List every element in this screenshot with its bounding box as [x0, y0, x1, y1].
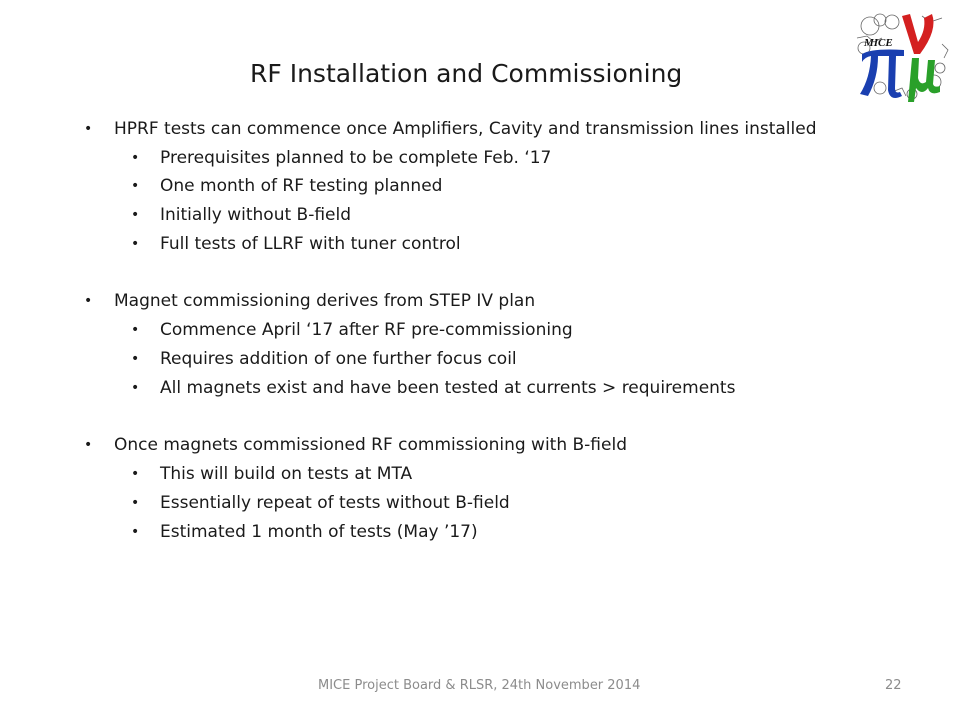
bullet-dot: • [84, 121, 93, 137]
sub-bullet-item [131, 520, 478, 544]
sub-bullet-item [131, 491, 510, 515]
bullet-dot: • [131, 150, 140, 166]
bullet-dot: • [131, 524, 140, 540]
slide-footer: MICE Project Board & RLSR, 24th November 2014 [318, 678, 641, 693]
sub-bullet-item [131, 232, 461, 256]
sub-bullet-text: All magnets exist and have been tested at currents > requirements [160, 378, 736, 398]
sub-bullet-text: Requires addition of one further focus coil [160, 349, 517, 369]
bullet-dot: • [131, 178, 140, 194]
sub-bullet-item [131, 203, 352, 227]
bullet-dot: • [131, 495, 140, 511]
bullet-dot: • [84, 293, 93, 309]
sub-bullet-text: Essentially repeat of tests without B-field [160, 493, 510, 513]
sub-bullet-item [131, 174, 443, 198]
bullet-dot: • [131, 466, 140, 482]
bullet-item [84, 289, 536, 313]
bullet-dot: • [131, 322, 140, 338]
sub-bullet-text: Full tests of LLRF with tuner control [160, 234, 461, 254]
bullet-dot: • [131, 380, 140, 396]
bullet-dot: • [131, 351, 140, 367]
bullet-dot: • [131, 236, 140, 252]
sub-bullet-item [131, 146, 552, 170]
mice-logo-text: MICE [864, 37, 893, 49]
page-number: 22 [885, 678, 902, 693]
pi-symbol-icon [860, 50, 904, 99]
sub-bullet-item [131, 347, 517, 371]
sub-bullet-text: One month of RF testing planned [160, 176, 443, 196]
nu-symbol-icon [902, 14, 934, 54]
mu-symbol-icon [908, 58, 940, 102]
sub-bullet-item [131, 376, 736, 400]
bullet-text: Once magnets commissioned RF commissioning with B-field [114, 435, 627, 455]
sub-bullet-text: Commence April ‘17 after RF pre-commissioning [160, 320, 573, 340]
bullet-text: HPRF tests can commence once Amplifiers, Cavity and transmission lines installed [114, 119, 817, 139]
sub-bullet-text: This will build on tests at MTA [160, 464, 413, 484]
sub-bullet-item [131, 462, 413, 486]
bullet-dot: • [84, 437, 93, 453]
slide-title: RF Installation and Commissioning [250, 59, 683, 88]
sub-bullet-item [131, 318, 573, 342]
sub-bullet-text: Prerequisites planned to be complete Feb. ‘17 [160, 148, 552, 168]
bullet-text: Magnet commissioning derives from STEP IV plan [114, 291, 536, 311]
sub-bullet-text: Estimated 1 month of tests (May ’17) [160, 522, 478, 542]
bullet-dot: • [131, 207, 140, 223]
bullet-item [84, 117, 817, 141]
mice-logo [852, 8, 952, 102]
bullet-item [84, 433, 627, 457]
sub-bullet-text: Initially without B-field [160, 205, 352, 225]
